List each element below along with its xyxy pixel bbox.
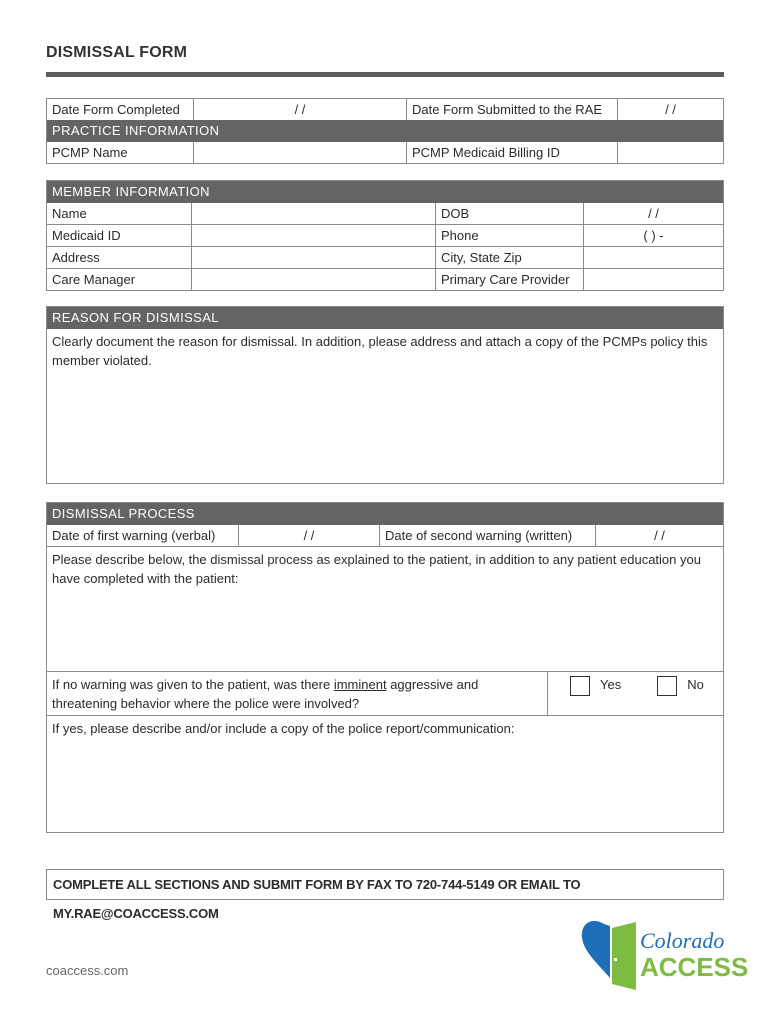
colorado-access-logo (578, 918, 749, 994)
dob-field[interactable]: / / (583, 203, 723, 224)
police-instructions: If yes, please describe and/or include a copy of the police report/communication: (52, 721, 515, 736)
form-title: DISMISSAL FORM (46, 44, 188, 61)
pcmp-row (47, 142, 723, 163)
logo-text-top: Colorado (640, 928, 725, 953)
title-divider (46, 72, 724, 77)
reason-text-area[interactable] (47, 329, 723, 483)
phone-label: Phone (435, 225, 583, 246)
member-info-header: MEMBER INFORMATION (47, 181, 723, 203)
process-header: DISMISSAL PROCESS (47, 503, 723, 525)
police-text-area[interactable] (47, 715, 723, 832)
pcmp-name-label: PCMP Name (52, 145, 128, 160)
process-instructions: Please describe below, the dismissal process as explained to the patient, in addition to any patient education you have completed with the patient: (52, 552, 701, 586)
primary-care-provider-field[interactable] (583, 269, 723, 290)
submit-instructions: COMPLETE ALL SECTIONS AND SUBMIT FORM BY FAX TO 720-744-5149 OR EMAIL TO MY.RAE@COACCESS.COM (46, 869, 724, 900)
practice-section (46, 98, 724, 164)
logo-heart-icon (582, 921, 610, 978)
logo-door-icon (612, 922, 636, 990)
reason-section (46, 306, 724, 484)
dob-label: DOB (435, 203, 583, 224)
pcmp-name-field[interactable] (193, 142, 406, 163)
city-state-zip-label: City, State Zip (435, 247, 583, 268)
member-row-medicaid (47, 224, 723, 246)
yes-label: Yes (600, 677, 622, 692)
reason-instructions: Clearly document the reason for dismissal. In addition, please address and attach a copy of the PCMPs policy this member violated. (52, 334, 708, 368)
city-state-zip-field[interactable] (583, 247, 723, 268)
second-warning-field[interactable]: / / (595, 525, 723, 546)
yes-checkbox[interactable] (570, 676, 590, 696)
pcmp-billing-field[interactable] (617, 142, 723, 163)
first-warning-label: Date of first warning (verbal) (52, 528, 216, 543)
website-text: coaccess.com (46, 963, 129, 978)
date-submitted-field[interactable]: / / (617, 99, 723, 120)
question-text-start: If no warning was given to the patient, was there (52, 677, 334, 692)
process-section (46, 502, 724, 833)
date-completed-label: Date Form Completed (52, 102, 180, 117)
police-question (47, 672, 547, 715)
date-row (47, 99, 723, 120)
address-field[interactable] (191, 247, 435, 268)
first-warning-field[interactable]: / / (238, 525, 379, 546)
no-label: No (687, 677, 704, 692)
logo-text-bottom: ACCESS (640, 952, 749, 982)
primary-care-provider-label: Primary Care Provider (435, 269, 583, 290)
police-question-row (47, 671, 723, 715)
address-label: Address (52, 250, 100, 265)
yes-no-group (547, 672, 723, 715)
second-warning-label: Date of second warning (written) (379, 525, 595, 546)
care-manager-label: Care Manager (52, 272, 136, 287)
date-completed-field[interactable]: / / (193, 99, 406, 120)
phone-field[interactable]: ( ) - (583, 225, 723, 246)
name-field[interactable] (191, 203, 435, 224)
medicaid-id-label: Medicaid ID (52, 228, 121, 243)
member-row-address (47, 246, 723, 268)
medicaid-id-field[interactable] (191, 225, 435, 246)
practice-info-header: PRACTICE INFORMATION (47, 120, 723, 142)
question-text-underlined: imminent (333, 677, 387, 692)
process-text-area[interactable] (47, 546, 723, 671)
member-row-care (47, 268, 723, 290)
reason-header: REASON FOR DISMISSAL (47, 307, 723, 329)
name-label: Name (52, 206, 87, 221)
member-section (46, 180, 724, 291)
date-submitted-label: Date Form Submitted to the RAE (406, 99, 617, 120)
question-text-end: aggressive and threatening behavior where the police were involved? (52, 677, 479, 711)
pcmp-billing-label: PCMP Medicaid Billing ID (406, 142, 617, 163)
member-row-name (47, 203, 723, 224)
warning-dates-row (47, 525, 723, 546)
care-manager-field[interactable] (191, 269, 435, 290)
no-checkbox[interactable] (657, 676, 677, 696)
